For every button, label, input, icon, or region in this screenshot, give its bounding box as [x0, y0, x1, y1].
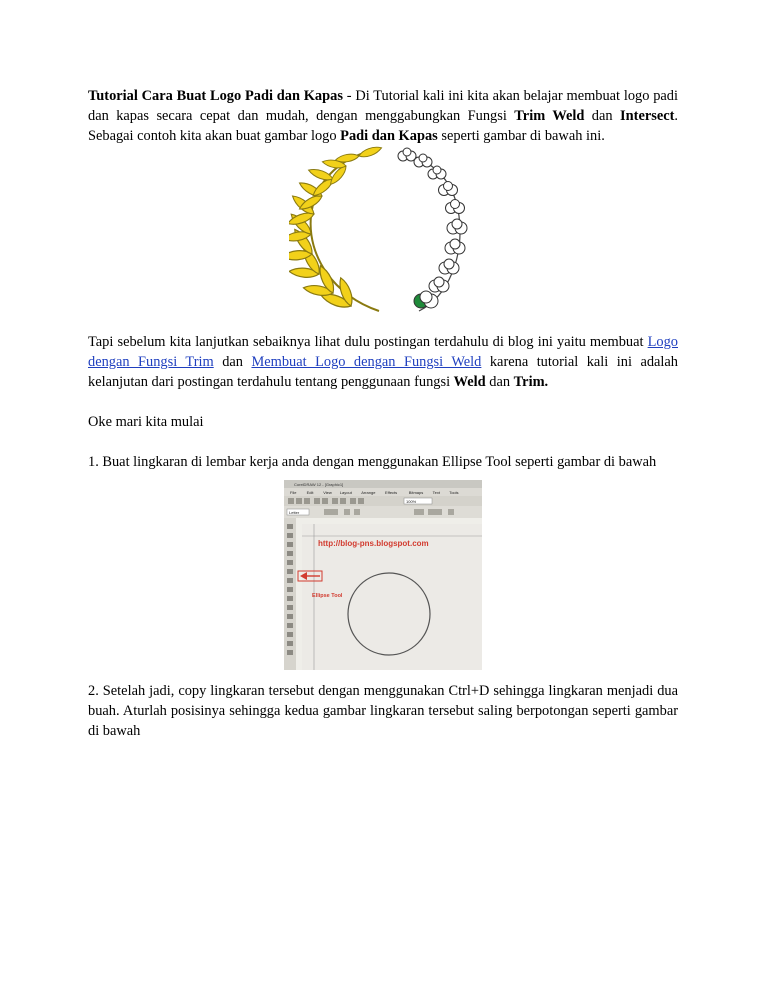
menu-item-layout: Layout: [339, 490, 352, 495]
intro-text-b: dan: [584, 108, 621, 124]
menu-item-text: Text: [432, 490, 440, 495]
intro-text-d: seperti gambar di bawah ini.: [437, 128, 605, 144]
para2-bold-weld: Weld: [453, 374, 486, 390]
para2-text-c: karena tutorial kali ini adalah kelanjutan dari postingan terdahulu tentang penggunaan fungsi: [88, 354, 679, 390]
paper-value: Letter: [289, 510, 300, 515]
window-title: CorelDRAW 12 - [Graphic1]: [294, 482, 344, 487]
intro-text-a: - Di Tutorial kali ini kita akan belajar membuat logo padi dan kapas secara cepat dan mudah, dengan menggabungkan Fungsi: [88, 88, 678, 124]
para2-bold-trim: Trim.: [513, 374, 549, 390]
document-page: [88, 86, 678, 741]
coreldraw-screenshot-image: [284, 480, 482, 670]
menu-item-view: View: [323, 490, 332, 495]
cotton-bolls: [398, 148, 467, 308]
menu-item-edit: Edit: [306, 490, 314, 495]
zoom-value: 100%: [406, 499, 417, 504]
intro-bold-padi-kapas: Padi dan Kapas: [340, 128, 438, 144]
intro-text-c: . Sebagai contoh kita akan buat gambar logo: [88, 108, 678, 144]
step-2-paragraph: 2. Setelah jadi, copy lingkaran tersebut dengan menggunakan Ctrl+D sehingga lingkaran menjadi dua buah. Aturlah posisinya sehingga kedua gambar lingkaran tersebut saling berpotongan seperti gambar di bawah: [88, 683, 678, 739]
rice-leaves: [289, 146, 383, 311]
reference-paragraph: [88, 332, 678, 392]
intro-bold-trim-weld: Trim Weld: [514, 108, 585, 124]
intro-title: Tutorial Cara Buat Logo Padi dan Kapas: [88, 88, 343, 104]
padi-kapas-logo-image: [289, 146, 477, 322]
para2-text-d: dan: [485, 374, 514, 390]
intro-paragraph: [88, 86, 678, 146]
menu-item-file: File: [290, 490, 297, 495]
blog-url-label: http://blog-pns.blogspot.com: [318, 539, 429, 548]
menu-item-tools: Tools: [449, 490, 459, 495]
intro-bold-intersect: Intersect: [620, 108, 675, 124]
menu-item-bitmaps: Bitmaps: [408, 490, 424, 495]
menu-item-arrange: Arrange: [361, 490, 376, 495]
para2-text-b: dan: [213, 354, 252, 370]
link-logo-trim[interactable]: Logo dengan Fungsi Trim: [88, 334, 678, 370]
menu-item-effects: Effects: [385, 490, 398, 495]
ellipse-tool-label: Ellipse Tool: [312, 593, 343, 599]
step-1-paragraph: 1. Buat lingkaran di lembar kerja anda dengan menggunakan Ellipse Tool seperti gambar di bawah: [88, 454, 657, 470]
start-paragraph: Oke mari kita mulai: [88, 414, 204, 430]
link-logo-weld[interactable]: Membuat Logo dengan Fungsi Weld: [251, 354, 482, 370]
para2-text-a: Tapi sebelum kita lanjutkan sebaiknya lihat dulu postingan terdahulu di blog ini yaitu membuat: [88, 334, 648, 350]
